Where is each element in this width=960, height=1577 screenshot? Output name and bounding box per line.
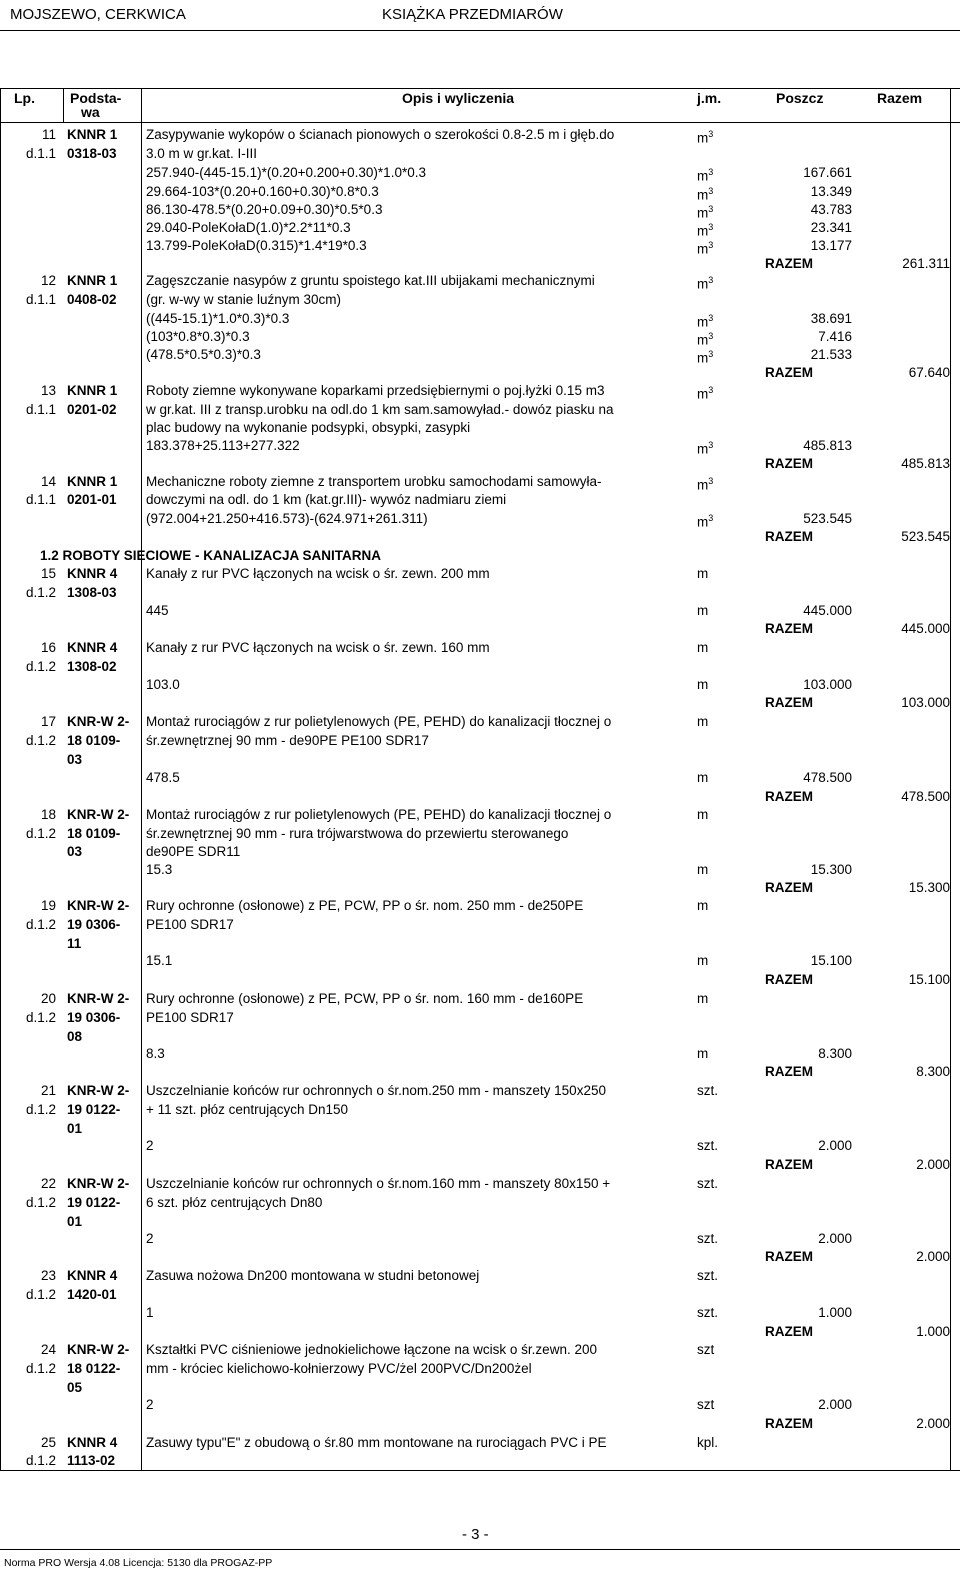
- item-description: Kształtki PVC ciśnieniowe jednokielichowe łączone na wcisk o śr.zewn. 200: [146, 1342, 597, 1357]
- item-basis: KNNR 1: [67, 383, 118, 398]
- table-header: [0, 88, 960, 122]
- table-bottom-rule: [0, 1470, 960, 1471]
- item-basis: KNNR 1: [67, 273, 118, 288]
- item-number: d.1.2: [25, 733, 56, 748]
- item-description: 29.664-103*(0.20+0.160+0.30)*0.8*0.3: [146, 184, 379, 199]
- item-description: Zasypywanie wykopów o ścianach pionowych o szerokości 0.8-2.5 m i głęb.do: [146, 127, 615, 142]
- item-basis: 1308-03: [67, 585, 117, 600]
- item-description: Rury ochronne (osłonowe) z PE, PCW, PP o śr. nom. 160 mm - de160PE: [146, 991, 584, 1006]
- item-basis: 11: [67, 936, 82, 951]
- page-number: - 3 -: [462, 1526, 489, 1543]
- item-number: 15: [40, 566, 56, 581]
- item-partial-quantity: 2.000: [818, 1231, 852, 1246]
- item-unit: szt.: [697, 1083, 719, 1098]
- item-description: 257.940-(445-15.1)*(0.20+0.200+0.30)*1.0*0.3: [146, 165, 426, 180]
- item-unit: $m^3$: [697, 349, 714, 366]
- item-description: 8.3: [146, 1046, 165, 1061]
- item-number: 13: [40, 383, 56, 398]
- header-investment: MOJSZEWO, CERKWICA: [10, 6, 186, 23]
- item-number: d.1.2: [25, 1010, 56, 1025]
- item-basis: 1420-01: [67, 1287, 117, 1302]
- item-description: śr.zewnętrznej 90 mm - de90PE PE100 SDR17: [146, 733, 429, 748]
- item-number: 20: [40, 991, 56, 1006]
- item-number: 22: [40, 1176, 56, 1191]
- col-header-description: Opis i wyliczenia: [402, 90, 515, 106]
- item-number: d.1.2: [25, 1195, 56, 1210]
- item-number: d.1.2: [25, 826, 56, 841]
- item-unit: m: [697, 566, 709, 581]
- item-unit: szt: [697, 1397, 715, 1412]
- item-description: 3.0 m w gr.kat. I-III: [146, 146, 258, 161]
- item-description: 13.799-PoleKołaD(0.315)*1.4*19*0.3: [146, 238, 367, 253]
- item-partial-quantity: 523.545: [803, 511, 852, 526]
- item-description: Montaż rurociągów z rur polietylenowych (PE, PEHD) do kanalizacji tłocznej o: [146, 807, 612, 822]
- item-basis: 1308-02: [67, 659, 117, 674]
- item-partial-quantity: 445.000: [803, 603, 852, 618]
- item-description: (103*0.8*0.3)*0.3: [146, 329, 250, 344]
- item-basis: 1113-02: [67, 1453, 116, 1468]
- item-unit: $m^3$: [697, 440, 714, 457]
- item-description: 2: [146, 1138, 154, 1153]
- item-basis: 08: [67, 1029, 83, 1044]
- item-unit: $m^3$: [697, 275, 714, 292]
- item-number: d.1.2: [25, 1453, 56, 1468]
- item-number: d.1.1: [25, 146, 56, 161]
- item-number: 23: [40, 1268, 56, 1283]
- item-basis: KNR-W 2-: [67, 991, 130, 1006]
- item-basis: KNR-W 2-: [67, 1176, 130, 1191]
- item-total-quantity: 261.311: [902, 256, 950, 271]
- item-number: d.1.2: [25, 1287, 56, 1302]
- item-number: d.1.2: [25, 1102, 56, 1117]
- item-partial-quantity: 23.341: [810, 220, 852, 235]
- item-partial-quantity: 1.000: [818, 1305, 852, 1320]
- item-total-quantity: 15.300: [908, 880, 950, 895]
- item-description: Mechaniczne roboty ziemne z transportem urobku samochodami samowyła-: [146, 474, 602, 489]
- item-total-label: RAZEM: [765, 1416, 813, 1431]
- item-partial-quantity: 103.000: [803, 677, 852, 692]
- item-unit: szt.: [697, 1176, 719, 1191]
- item-partial-quantity: 43.783: [810, 202, 852, 217]
- item-unit: m: [697, 953, 709, 968]
- item-partial-quantity: 15.300: [810, 862, 852, 877]
- item-number: d.1.2: [25, 1361, 56, 1376]
- item-description: 15.3: [146, 862, 173, 877]
- item-total-label: RAZEM: [765, 365, 813, 380]
- item-description: PE100 SDR17: [146, 917, 234, 932]
- item-unit: m: [697, 862, 709, 877]
- table-right-border: [950, 88, 951, 1470]
- header-rule: [0, 30, 960, 31]
- item-basis: 01: [67, 1121, 83, 1136]
- item-unit: m: [697, 898, 709, 913]
- software-license: Norma PRO Wersja 4.08 Licencja: 5130 dla PROGAZ-PP: [4, 1557, 273, 1569]
- item-total-quantity: 1.000: [916, 1324, 950, 1339]
- item-description: 6 szt. płóz centrujących Dn80: [146, 1195, 323, 1210]
- item-number: 25: [40, 1435, 56, 1450]
- item-basis: 18 0109-: [67, 826, 121, 841]
- col-divider-1: [63, 88, 64, 122]
- item-description: 2: [146, 1231, 154, 1246]
- col-header-total: Razem: [877, 90, 923, 106]
- item-total-quantity: 2.000: [916, 1249, 950, 1264]
- item-number: d.1.2: [25, 917, 56, 932]
- item-basis: KNR-W 2-: [67, 807, 130, 822]
- footer-rule: [0, 1549, 960, 1550]
- item-unit: m: [697, 640, 709, 655]
- item-partial-quantity: 478.500: [803, 770, 852, 785]
- item-basis: KNNR 4: [67, 566, 118, 581]
- item-partial-quantity: 485.813: [803, 438, 852, 453]
- item-unit: $m^3$: [697, 313, 714, 330]
- item-basis: 19 0122-: [67, 1195, 121, 1210]
- item-basis: 19 0306-: [67, 1010, 121, 1025]
- item-basis: 03: [67, 844, 83, 859]
- item-total-quantity: 67.640: [908, 365, 950, 380]
- item-unit: m: [697, 807, 709, 822]
- item-partial-quantity: 167.661: [803, 165, 852, 180]
- item-total-quantity: 2.000: [916, 1157, 950, 1172]
- item-basis: 0318-03: [67, 146, 117, 161]
- item-unit: $m^3$: [697, 385, 714, 402]
- item-description: (478.5*0.5*0.3)*0.3: [146, 347, 261, 362]
- item-description: mm - króciec kielichowo-kołnierzowy PVC/żel 200PVC/Dn200żel: [146, 1361, 532, 1376]
- item-number: 14: [40, 474, 56, 489]
- item-description: w gr.kat. III z transp.urobku na odl.do 1 km sam.samowyład.- dowóz piasku na: [146, 402, 614, 417]
- item-unit: m: [697, 603, 709, 618]
- item-unit: m: [697, 770, 709, 785]
- item-description: 103.0: [146, 677, 180, 692]
- item-basis: 03: [67, 752, 83, 767]
- item-description: Roboty ziemne wykonywane koparkami przedsiębiernymi o poj.łyżki 0.15 m3: [146, 383, 605, 398]
- item-basis: 18 0109-: [67, 733, 121, 748]
- item-description: 478.5: [146, 770, 180, 785]
- item-number: 11: [41, 127, 56, 142]
- item-description: Kanały z rur PVC łączonych na wcisk o śr. zewn. 160 mm: [146, 640, 490, 655]
- item-description: Rury ochronne (osłonowe) z PE, PCW, PP o śr. nom. 250 mm - de250PE: [146, 898, 584, 913]
- item-basis: KNNR 4: [67, 1435, 118, 1450]
- item-description: dowczymi na odl. do 1 km (kat.gr.III)- wywóz nadmiaru ziemi: [146, 492, 507, 507]
- item-description: 445: [146, 603, 169, 618]
- item-number: 17: [40, 714, 56, 729]
- item-unit: kpl.: [697, 1435, 719, 1450]
- item-description: Zasuwa nożowa Dn200 montowana w studni betonowej: [146, 1268, 480, 1283]
- item-total-label: RAZEM: [765, 972, 813, 987]
- item-description: 29.040-PoleKołaD(1.0)*2.2*11*0.3: [146, 220, 351, 235]
- item-total-label: RAZEM: [765, 456, 813, 471]
- item-number: 21: [40, 1083, 56, 1098]
- item-total-quantity: 2.000: [916, 1416, 950, 1431]
- item-partial-quantity: 8.300: [818, 1046, 852, 1061]
- item-total-quantity: 485.813: [901, 456, 950, 471]
- item-description: Uszczelnianie końców rur ochronnych o śr.nom.160 mm - manszety 80x150 +: [146, 1176, 611, 1191]
- item-basis: KNNR 4: [67, 640, 118, 655]
- item-total-quantity: 8.300: [916, 1064, 950, 1079]
- item-basis: KNNR 1: [67, 474, 118, 489]
- item-basis: KNR-W 2-: [67, 1342, 130, 1357]
- item-number: d.1.1: [25, 492, 56, 507]
- item-total-quantity: 103.000: [901, 695, 950, 710]
- item-total-label: RAZEM: [765, 1324, 813, 1339]
- item-description: Zasuwy typu"E" z obudową o śr.80 mm montowane na rurociągach PVC i PE: [146, 1435, 607, 1450]
- item-partial-quantity: 7.416: [818, 329, 852, 344]
- col-header-unit: j.m.: [697, 90, 722, 106]
- item-partial-quantity: 21.533: [810, 347, 852, 362]
- item-unit: szt: [697, 1342, 715, 1357]
- item-basis: KNNR 1: [67, 127, 118, 142]
- item-total-label: RAZEM: [765, 695, 813, 710]
- item-description: PE100 SDR17: [146, 1010, 234, 1025]
- item-description: 86.130-478.5*(0.20+0.09+0.30)*0.5*0.3: [146, 202, 383, 217]
- section-title: 1.2 ROBOTY SIECIOWE - KANALIZACJA SANITARNA: [40, 548, 382, 563]
- item-total-label: RAZEM: [765, 880, 813, 895]
- header-document-title: KSIĄŻKA PRZEDMIARÓW: [382, 6, 563, 23]
- col-header-lp: Lp.: [14, 90, 35, 106]
- item-unit: $m^3$: [697, 513, 714, 530]
- item-unit: m: [697, 1046, 709, 1061]
- item-description: Uszczelnianie końców rur ochronnych o śr.nom.250 mm - manszety 150x250: [146, 1083, 606, 1098]
- item-total-label: RAZEM: [765, 1157, 813, 1172]
- item-unit: $m^3$: [697, 222, 714, 239]
- item-description: 15.1: [146, 953, 173, 968]
- item-unit: szt.: [697, 1305, 719, 1320]
- col-header-basis-2: wa: [81, 104, 100, 120]
- item-basis: KNNR 4: [67, 1268, 118, 1283]
- item-unit: $m^3$: [697, 129, 714, 146]
- item-description: 183.378+25.113+277.322: [146, 438, 300, 453]
- col-header-basis: Podsta-: [70, 90, 122, 106]
- item-description: (972.004+21.250+416.573)-(624.971+261.311): [146, 511, 428, 526]
- item-basis: 0201-02: [67, 402, 117, 417]
- item-description: Montaż rurociągów z rur polietylenowych (PE, PEHD) do kanalizacji tłocznej o: [146, 714, 612, 729]
- item-total-label: RAZEM: [765, 1249, 813, 1264]
- item-basis: 0408-02: [67, 292, 117, 307]
- col-header-partial: Poszcz: [776, 90, 824, 106]
- item-number: d.1.1: [25, 402, 56, 417]
- item-number: 12: [40, 273, 56, 288]
- item-total-label: RAZEM: [765, 789, 813, 804]
- item-unit: m: [697, 714, 709, 729]
- item-number: d.1.2: [25, 659, 56, 674]
- item-basis: 01: [67, 1214, 83, 1229]
- item-total-label: RAZEM: [765, 621, 813, 636]
- item-unit: $m^3$: [697, 240, 714, 257]
- item-unit: $m^3$: [697, 476, 714, 493]
- item-unit: m: [697, 677, 709, 692]
- item-number: d.1.1: [25, 292, 56, 307]
- item-description: (gr. w-wy w stanie luźnym 30cm): [146, 292, 342, 307]
- item-total-label: RAZEM: [765, 1064, 813, 1079]
- item-basis: KNR-W 2-: [67, 1083, 130, 1098]
- item-partial-quantity: 13.349: [810, 184, 852, 199]
- item-number: 16: [40, 640, 56, 655]
- item-description: Zagęszczanie nasypów z gruntu spoistego kat.III ubijakami mechanicznymi: [146, 273, 595, 288]
- item-partial-quantity: 2.000: [818, 1138, 852, 1153]
- table-left-border: [0, 88, 1, 1470]
- item-unit: szt.: [697, 1231, 719, 1246]
- item-number: 19: [40, 898, 56, 913]
- item-description: Kanały z rur PVC łączonych na wcisk o śr. zewn. 200 mm: [146, 566, 490, 581]
- item-unit: szt.: [697, 1138, 719, 1153]
- item-total-quantity: 523.545: [901, 529, 950, 544]
- item-basis: 18 0122-: [67, 1361, 121, 1376]
- item-number: 24: [40, 1342, 56, 1357]
- item-partial-quantity: 13.177: [810, 238, 852, 253]
- item-number: d.1.2: [25, 585, 56, 600]
- item-unit: szt.: [697, 1268, 719, 1283]
- item-description: de90PE SDR11: [146, 844, 241, 859]
- item-total-label: RAZEM: [765, 256, 813, 271]
- item-description: ((445-15.1)*1.0*0.3)*0.3: [146, 311, 290, 326]
- item-unit: m: [697, 991, 709, 1006]
- item-description: 2: [146, 1397, 154, 1412]
- table-top-rule: [0, 88, 960, 89]
- item-total-label: RAZEM: [765, 529, 813, 544]
- item-partial-quantity: 38.691: [810, 311, 852, 326]
- item-unit: $m^3$: [697, 167, 714, 184]
- item-partial-quantity: 15.100: [810, 953, 852, 968]
- item-description: śr.zewnętrznej 90 mm - rura trójwarstwowa do przewiertu sterowanego: [146, 826, 569, 841]
- item-partial-quantity: 2.000: [818, 1397, 852, 1412]
- item-basis: 05: [67, 1380, 83, 1395]
- item-basis: 19 0122-: [67, 1102, 121, 1117]
- item-unit: $m^3$: [697, 186, 714, 203]
- item-basis: KNR-W 2-: [67, 898, 130, 913]
- item-basis: KNR-W 2-: [67, 714, 130, 729]
- item-total-quantity: 478.500: [901, 789, 950, 804]
- item-description: + 11 szt. płóz centrujących Dn150: [146, 1102, 348, 1117]
- table-header-rule: [0, 122, 960, 123]
- item-total-quantity: 445.000: [901, 621, 950, 636]
- item-description: plac budowy na wykonanie podsypki, obsypki, zasypki: [146, 420, 471, 435]
- item-total-quantity: 15.100: [908, 972, 950, 987]
- item-basis: 19 0306-: [67, 917, 121, 932]
- item-basis: 0201-01: [67, 492, 117, 507]
- item-unit: $m^3$: [697, 331, 714, 348]
- item-description: 1: [146, 1305, 154, 1320]
- item-number: 18: [40, 807, 56, 822]
- item-unit: $m^3$: [697, 204, 714, 221]
- col-divider-2: [141, 88, 142, 1470]
